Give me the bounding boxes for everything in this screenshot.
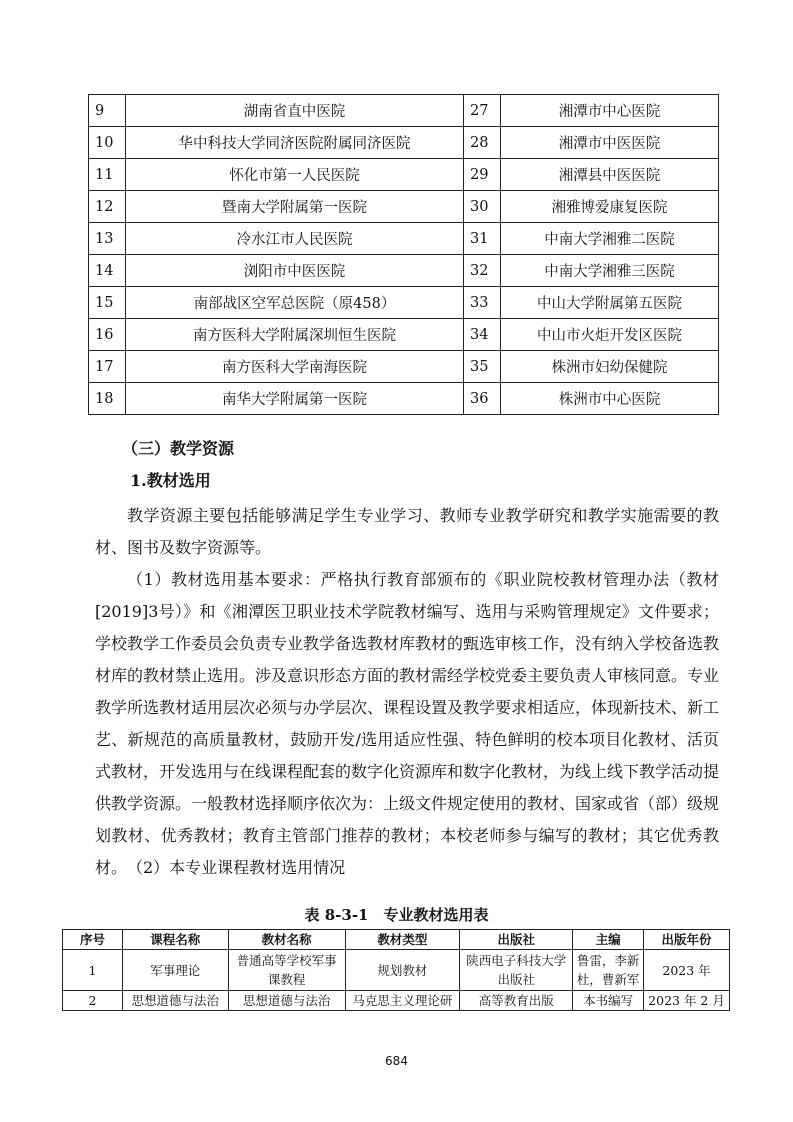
hospital-name: 南华大学附属第一医院 [126,383,464,415]
table-caption: 表 8-3-1 专业教材选用表 [304,906,489,924]
page-number: 684 [385,1054,408,1068]
row-number: 36 [464,383,501,415]
section-heading: （三）教学资源 [122,439,235,458]
paragraph-course-books: （2）本专业课程教材选用情况 [127,858,346,877]
column-header: 出版年份 [644,930,730,950]
row-number: 33 [464,287,501,319]
row-number: 31 [464,223,501,255]
hospital-name: 华中科技大学同济医院附属同济医院 [126,127,464,159]
row-number: 10 [89,127,126,159]
table-row [89,351,719,383]
hospital-name: 浏阳市中医医院 [126,255,464,287]
table-row [63,950,730,991]
table-cell: 军事理论 [122,950,228,991]
hospital-name: 中南大学湘雅三医院 [501,255,719,287]
hospital-name: 怀化市第一人民医院 [126,159,464,191]
row-number: 29 [464,159,501,191]
hospital-table [88,94,719,415]
table-row [89,255,719,287]
table-cell: 本书编写 [573,991,644,1011]
table-row [89,223,719,255]
row-number: 18 [89,383,126,415]
table-cell: 2023 年 2 月 [644,991,730,1011]
table-cell: 规划教材 [345,950,460,991]
row-number: 14 [89,255,126,287]
hospital-name: 南方医科大学附属深圳恒生医院 [126,319,464,351]
table-row [89,127,719,159]
row-number: 34 [464,319,501,351]
table-cell: 陕西电子科技大学出版社 [460,950,573,991]
row-number: 30 [464,191,501,223]
hospital-name: 湘潭市中医医院 [501,127,719,159]
table-cell: 1 [63,950,123,991]
table-cell: 鲁雷，李新杜，曹新军 [573,950,644,991]
row-number: 32 [464,255,501,287]
column-header: 主编 [573,930,644,950]
hospital-name: 冷水江市人民医院 [126,223,464,255]
column-header: 课程名称 [122,930,228,950]
textbook-table [62,929,730,1011]
row-number: 11 [89,159,126,191]
paragraph-requirements: （1）教材选用基本要求：严格执行教育部颁布的《职业院校教材管理办法（教材[2019]3号）》和《湘潭医卫职业技术学院教材编写、选用与采购管理规定》文件要求；学校教学工作委员会负责专业教学备选教材库教材的甄选审核工作，没有纳入学校备选教材库的教材禁止选用。涉及意识形态方面的教材需经学校党委主要负责人审核同意。专业教学所选教材适用层次必须与办学层次、课程设置及教学要求相适应，体现新技术、新工艺、新规范的高质量教材，鼓励开发/选用适应性强、特色鲜明的校本项目化教材、活页式教材，开发选用与在线课程配套的数字化资源库和数字化教材，为线上线下教学活动提供教学资源。一般教材选择顺序依次为：上级文件规定使用的教材、国家或省（部）级规划教材、优秀教材；教育主管部门推荐的教材；本校老师参与编写的教材；其它优秀教材。 [95,570,720,877]
row-number: 17 [89,351,126,383]
hospital-name: 暨南大学附属第一医院 [126,191,464,223]
column-header: 教材类型 [345,930,460,950]
hospital-name: 南方医科大学南海医院 [126,351,464,383]
table-cell: 马克思主义理论研 [345,991,460,1011]
table-row [89,383,719,415]
column-header: 教材名称 [228,930,345,950]
subsection-heading: 1.教材选用 [130,471,211,490]
hospital-name: 湖南省直中医院 [126,95,464,127]
table-cell: 思想道德与法治 [228,991,345,1011]
table-cell: 2023 年 [644,950,730,991]
table-row [63,991,730,1011]
hospital-name: 中南大学湘雅二医院 [501,223,719,255]
table-row [89,95,719,127]
hospital-name: 湘潭市中心医院 [501,95,719,127]
table-row [89,287,719,319]
hospital-name: 株洲市中心医院 [501,383,719,415]
row-number: 35 [464,351,501,383]
hospital-name: 南部战区空军总医院（原458） [126,287,464,319]
table-cell: 2 [63,991,123,1011]
column-header: 出版社 [460,930,573,950]
row-number: 16 [89,319,126,351]
table-row [89,191,719,223]
row-number: 12 [89,191,126,223]
row-number: 9 [89,95,126,127]
hospital-name: 湘潭县中医医院 [501,159,719,191]
table-cell: 思想道德与法治 [122,991,228,1011]
hospital-name: 中山市火炬开发区医院 [501,319,719,351]
column-header: 序号 [63,930,123,950]
table-cell: 普通高等学校军事课教程 [228,950,345,991]
row-number: 28 [464,127,501,159]
table-cell: 高等教育出版 [460,991,573,1011]
table-row [89,319,719,351]
hospital-name: 中山大学附属第五医院 [501,287,719,319]
row-number: 13 [89,223,126,255]
paragraph-intro: 教学资源主要包括能够满足学生专业学习、教师专业教学研究和教学实施需要的教材、图书及数字资源等。 [95,506,719,557]
row-number: 27 [464,95,501,127]
hospital-name: 湘雅博爱康复医院 [501,191,719,223]
table-row [89,159,719,191]
row-number: 15 [89,287,126,319]
hospital-name: 株洲市妇幼保健院 [501,351,719,383]
